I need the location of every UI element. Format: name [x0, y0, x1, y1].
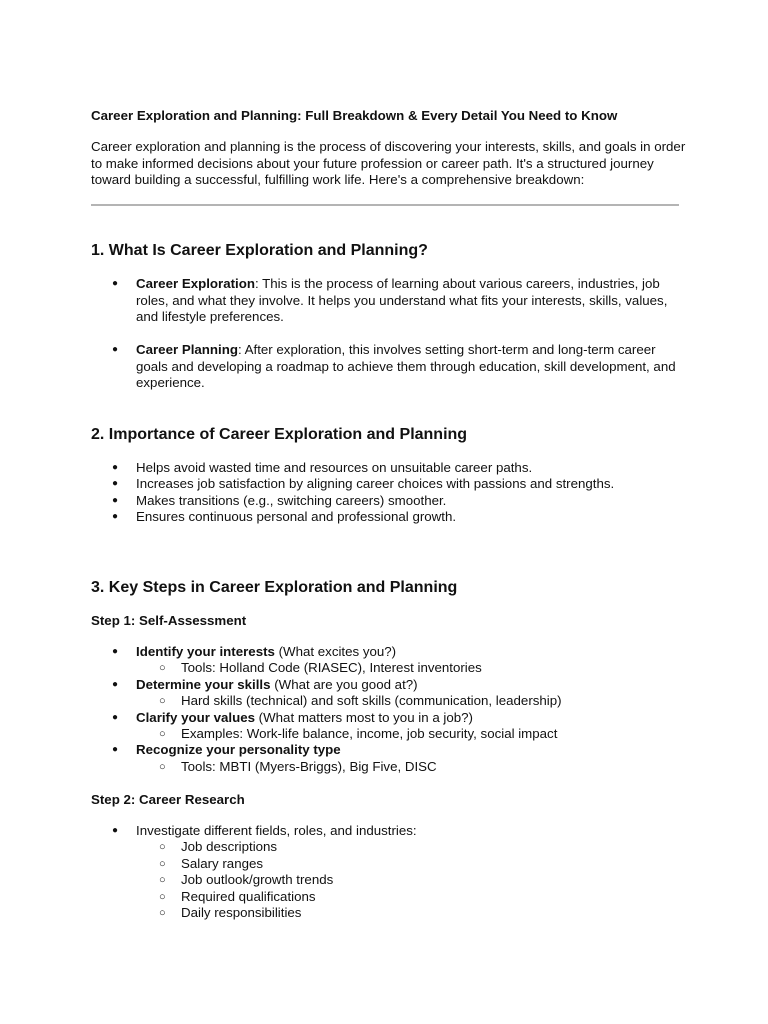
hollow-bullet-icon: ○ [159, 695, 166, 708]
list-item: ● Determine your skills (What are you good at?) [112, 676, 418, 692]
bullet-icon: ● [112, 478, 119, 490]
sub-list-item: ○ Hard skills (technical) and soft skills (communication, leadership) [159, 693, 562, 709]
definition: : After exploration, this involves setting short-term and long-term career goals and developing a roadmap to achieve them through education, skill development, and experience. [136, 342, 676, 390]
importance-list [112, 460, 696, 526]
bullet-icon: ● [112, 711, 119, 723]
bullet-icon: ● [112, 344, 119, 355]
list-item-career-exploration [112, 276, 684, 326]
bullet-icon: ● [112, 511, 119, 523]
sub-list-item: ○ Examples: Work-life balance, income, job security, social impact [159, 726, 558, 742]
list-item: ● Helps avoid wasted time and resources on unsuitable career paths. [112, 460, 533, 475]
section-2-heading: 2. Importance of Career Exploration and Planning [91, 426, 468, 443]
sub-list-item: ○ Required qualifications [159, 888, 316, 904]
list-item: ● Investigate different fields, roles, and industries: [112, 823, 417, 838]
bullet-icon: ● [112, 646, 119, 657]
sub-list-item: ○ Tools: MBTI (Myers-Briggs), Big Five, DISC [159, 758, 437, 774]
hollow-bullet-icon: ○ [159, 662, 166, 675]
list-item: ● Makes transitions (e.g., switching careers) smoother. [112, 492, 447, 508]
list-item: ● Ensures continuous personal and professional growth. [112, 509, 457, 525]
hollow-bullet-icon: ○ [159, 760, 166, 773]
horizontal-divider [91, 204, 679, 206]
term: Career Exploration [136, 276, 255, 291]
section-3-heading: 3. Key Steps in Career Exploration and Planning [91, 579, 458, 596]
definition: : This is the process of learning about various careers, industries, job roles, and what they involve. It helps you understand what fits your interests, skills, values, and lifestyle preferences. [136, 276, 668, 324]
bullet-icon: ● [112, 278, 119, 289]
hollow-bullet-icon: ○ [159, 890, 166, 903]
list-item: ● Identify your interests (What excites you?) [112, 644, 397, 659]
hollow-bullet-icon: ○ [159, 857, 166, 870]
step-1-heading: Step 1: Self-Assessment [91, 613, 247, 628]
document-title: Career Exploration and Planning: Full Breakdown & Every Detail You Need to Know [91, 108, 618, 123]
list-item: ● Recognize your personality type [112, 742, 341, 758]
hollow-bullet-icon: ○ [159, 874, 166, 887]
hollow-bullet-icon: ○ [159, 728, 166, 741]
list-item: ● Increases job satisfaction by aligning career choices with passions and strengths. [112, 476, 615, 492]
term: Career Planning [136, 342, 238, 357]
sub-list-item: ○ Job outlook/growth trends [159, 872, 334, 888]
bullet-icon: ● [112, 462, 119, 473]
sub-list-item: ○ Tools: Holland Code (RIASEC), Interest inventories [159, 660, 482, 676]
sub-list-item: ○ Job descriptions [159, 839, 278, 855]
list-item: ● Clarify your values (What matters most to you in a job?) [112, 709, 473, 725]
hollow-bullet-icon: ○ [159, 907, 166, 920]
self-assessment-list [112, 644, 696, 775]
sub-list-item: ○ Daily responsibilities [159, 905, 302, 921]
bullet-icon: ● [112, 744, 119, 756]
step-2-heading: Step 2: Career Research [91, 792, 245, 807]
bullet-icon: ● [112, 678, 119, 690]
sub-list-item: ○ Salary ranges [159, 855, 264, 871]
hollow-bullet-icon: ○ [159, 841, 166, 854]
intro-paragraph: Career exploration and planning is the process of discovering your interests, skills, and goals in order to make informed decisions about your future profession or career path. It's a structured journey toward building a successful, fulfilling work life. Here's a comprehensive breakdown: [91, 139, 686, 187]
section-1-heading: 1. What Is Career Exploration and Planning? [91, 242, 428, 259]
list-item-career-planning [112, 342, 684, 392]
bullet-icon: ● [112, 825, 119, 836]
bullet-icon: ● [112, 494, 119, 506]
career-research-list [112, 823, 696, 921]
